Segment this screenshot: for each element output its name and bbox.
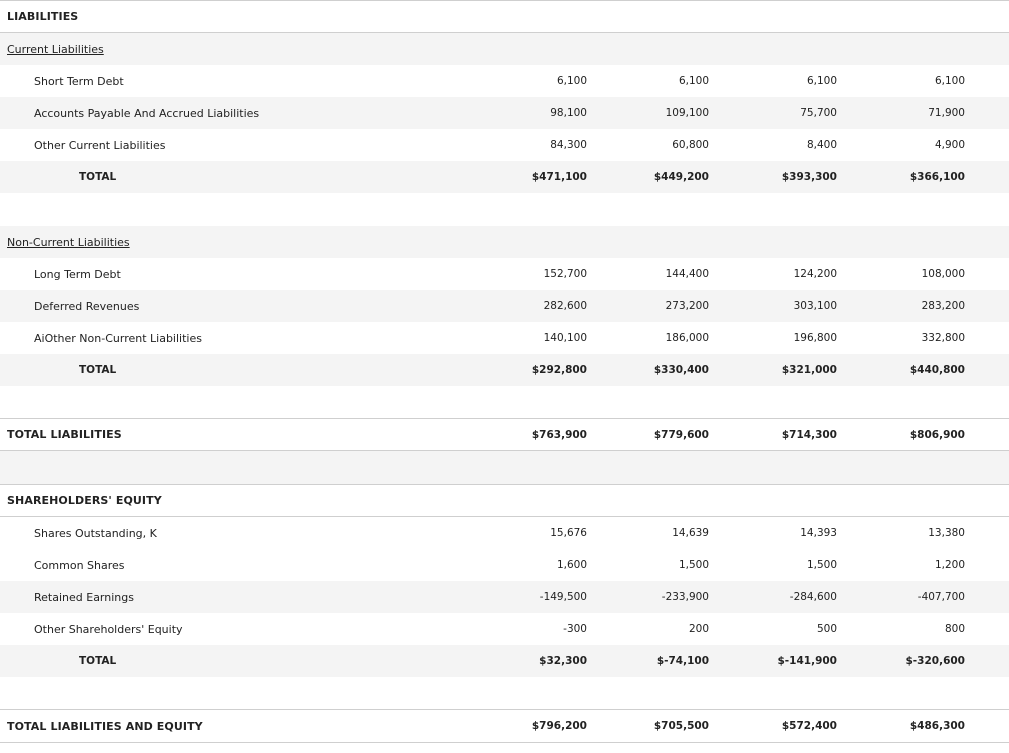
total-value: $779,600: [653, 428, 709, 441]
total-value: $292,800: [531, 364, 587, 376]
total-row-noncurrent-liabilities: [0, 354, 1009, 386]
total-value: $763,900: [531, 428, 587, 441]
row-value: 15,676: [550, 527, 587, 539]
total-value: $330,400: [653, 364, 709, 376]
total-value: $-320,600: [905, 655, 965, 667]
row-value: 1,500: [678, 559, 709, 571]
row-value: 1,500: [806, 559, 837, 571]
row-value: 6,100: [678, 75, 709, 87]
total-value: $440,800: [909, 364, 965, 376]
row-value: 98,100: [550, 107, 587, 119]
spacer-row: [0, 193, 1009, 226]
row-label: Shares Outstanding, K: [34, 526, 157, 540]
row-value: 4,900: [934, 139, 965, 151]
total-label: TOTAL: [79, 171, 117, 183]
total-value: $471,100: [531, 171, 587, 183]
row-label: Deferred Revenues: [34, 299, 140, 313]
row-value: -300: [563, 623, 587, 635]
row-value: 108,000: [921, 268, 965, 280]
total-value: $32,300: [539, 655, 587, 667]
spacer-row: [0, 677, 1009, 710]
total-liabilities-and-equity-label: TOTAL LIABILITIES AND EQUITY: [7, 719, 203, 733]
row-value: 282,600: [543, 300, 587, 312]
row-value: 6,100: [556, 75, 587, 87]
table-row: [0, 97, 1009, 129]
row-label: Short Term Debt: [34, 74, 124, 88]
row-value: 60,800: [672, 139, 709, 151]
spacer-row: [0, 451, 1009, 484]
row-value: 283,200: [921, 300, 965, 312]
total-label: TOTAL: [79, 655, 117, 667]
section-heading-equity: [0, 484, 1009, 517]
table-row: [0, 129, 1009, 161]
row-value: 6,100: [806, 75, 837, 87]
total-value: $486,300: [909, 720, 965, 732]
row-value: 71,900: [928, 107, 965, 119]
total-value: $449,200: [653, 171, 709, 183]
total-liabilities-and-equity-row: [0, 709, 1009, 743]
subheading-current-liabilities: [0, 33, 1009, 65]
row-value: -407,700: [917, 591, 965, 603]
table-row: [0, 322, 1009, 354]
total-value: $321,000: [781, 364, 837, 376]
row-value: 332,800: [921, 332, 965, 344]
row-value: 196,800: [793, 332, 837, 344]
row-value: 109,100: [665, 107, 709, 119]
total-liabilities-row: [0, 418, 1009, 451]
total-value: $366,100: [909, 171, 965, 183]
row-value: 186,000: [665, 332, 709, 344]
row-value: 1,600: [556, 559, 587, 571]
row-value: 140,100: [543, 332, 587, 344]
row-value: 84,300: [550, 139, 587, 151]
total-label: TOTAL: [79, 364, 117, 376]
total-value: $796,200: [531, 720, 587, 732]
subheading-label: Non-Current Liabilities: [7, 235, 130, 249]
subheading-label: Current Liabilities: [7, 42, 104, 56]
row-value: 13,380: [928, 527, 965, 539]
spacer-row: [0, 386, 1009, 419]
row-value: 14,393: [800, 527, 837, 539]
total-row-equity: [0, 645, 1009, 677]
table-row: [0, 549, 1009, 581]
total-value: $714,300: [781, 428, 837, 441]
row-value: 500: [816, 623, 837, 635]
section-heading-label: SHAREHOLDERS' EQUITY: [7, 494, 162, 507]
total-value: $806,900: [909, 428, 965, 441]
total-value: $393,300: [781, 171, 837, 183]
row-label: Other Current Liabilities: [34, 138, 166, 152]
row-value: 6,100: [934, 75, 965, 87]
row-value: 124,200: [793, 268, 837, 280]
total-value: $705,500: [653, 720, 709, 732]
subheading-noncurrent-liabilities: [0, 226, 1009, 258]
row-value: -284,600: [789, 591, 837, 603]
row-label: Long Term Debt: [34, 267, 121, 281]
row-value: 75,700: [800, 107, 837, 119]
total-liabilities-label: TOTAL LIABILITIES: [7, 428, 122, 441]
row-value: 8,400: [806, 139, 837, 151]
row-value: -149,500: [539, 591, 587, 603]
row-label: Retained Earnings: [34, 590, 134, 604]
row-label: Other Shareholders' Equity: [34, 622, 183, 636]
row-label: Accounts Payable And Accrued Liabilities: [34, 106, 260, 120]
table-row: [0, 517, 1009, 549]
table-row: [0, 65, 1009, 97]
row-value: -233,900: [661, 591, 709, 603]
row-value: 1,200: [934, 559, 965, 571]
total-value: $572,400: [781, 720, 837, 732]
row-value: 200: [688, 623, 709, 635]
table-row: [0, 290, 1009, 322]
row-value: 14,639: [672, 527, 709, 539]
total-value: $-141,900: [777, 655, 837, 667]
table-row: [0, 613, 1009, 645]
section-heading-label: LIABILITIES: [7, 10, 79, 23]
section-heading-liabilities: [0, 0, 1009, 33]
row-value: 303,100: [793, 300, 837, 312]
row-value: 273,200: [665, 300, 709, 312]
row-value: 800: [944, 623, 965, 635]
row-value: 152,700: [543, 268, 587, 280]
row-label: Common Shares: [34, 558, 125, 572]
table-row: [0, 258, 1009, 290]
row-value: 144,400: [665, 268, 709, 280]
row-label: AiOther Non-Current Liabilities: [34, 331, 202, 345]
table-row: [0, 581, 1009, 613]
total-value: $-74,100: [656, 655, 709, 667]
total-row-current-liabilities: [0, 161, 1009, 193]
